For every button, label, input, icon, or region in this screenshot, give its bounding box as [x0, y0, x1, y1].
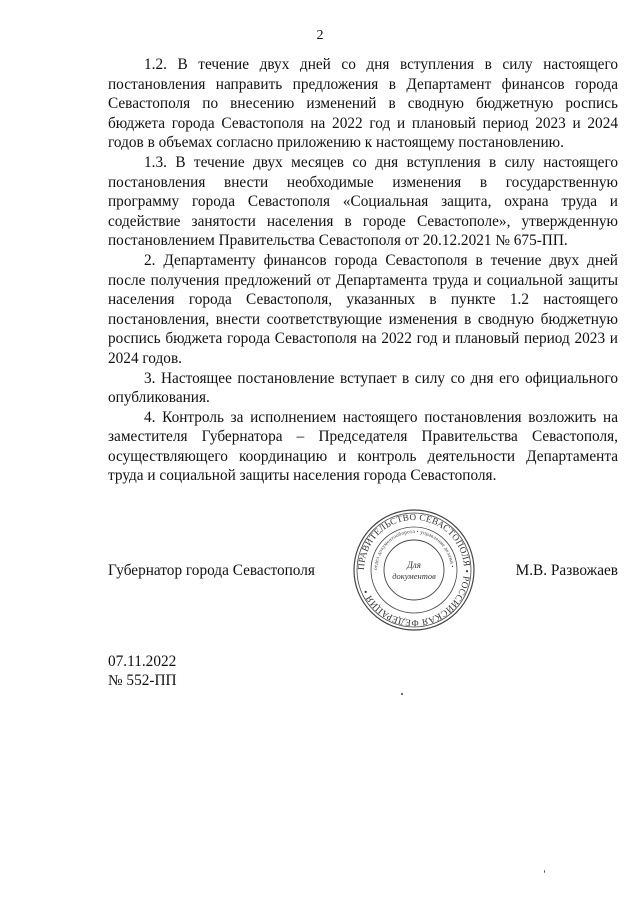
seal-inner-text: отдел документооборота • управление делами • — [372, 528, 455, 571]
paragraph-1-2: 1.2. В течение двух дней со дня вступления в силу настоящего постановления направить предложения в Департамент финансов города Севастополя по внесению изменений в сводную бюджетную роспись бюджета города Севастополя на 2022 год и плановый период 2023 и 2024 годов в объемах согласно приложению к настоящему постановлению. — [108, 56, 618, 152]
document-body — [108, 55, 618, 486]
seal-outer-text: ПРАВИТЕЛЬСТВО СЕВАСТОПОЛЯ • РОССИЙСКАЯ ФЕДЕРАЦИЯ • — [355, 511, 473, 629]
official-seal — [352, 508, 476, 632]
signatory-name: М.В. Развожаев — [515, 562, 618, 579]
paragraph-4: 4. Контроль за исполнением настоящего постановления возложить на заместителя Губернатора – Председателя Правительства Севастополя, осуществляющего координацию и контроль деятельности Департамента труда и социальной защиты населения города Севастополя. — [108, 408, 618, 485]
paragraph-1-3: 1.3. В течение двух месяцев со дня вступления в силу настоящего постановления внести необходимые изменения в государственную программу города Севастополя «Социальная защита, охрана труда и содействие занятости населения в городе Севастополе», утвержденную постановлением Правительства Севастополя от 20.12.2021 № 675-ПП. — [108, 153, 618, 250]
scan-speck — [544, 870, 545, 873]
seal-center-line-2: документов — [392, 571, 436, 581]
paragraph-2: 2. Департаменту финансов города Севастополя в течение двух дней после получения предложений от Департамента труда и социальной защиты населения города Севастополя, указанных в пункте 1.2 настоящего постановления, внести соответствующие изменения в сводную бюджетную роспись бюджета города Севастополя на 2022 год и плановый период 2023 и 2024 годов. — [108, 251, 618, 367]
signatory-position: Губернатор города Севастополя — [108, 562, 315, 579]
seal-stamp-icon — [352, 508, 476, 632]
paragraph-3: 3. Настоящее постановление вступает в силу со дня его официального опубликования. — [108, 369, 618, 407]
page-number: 2 — [316, 28, 324, 43]
document-number: № 552-ПП — [108, 672, 177, 689]
seal-center-line-1: Для — [407, 560, 421, 570]
scan-speck — [401, 693, 403, 695]
document-date: 07.11.2022 — [108, 653, 177, 670]
